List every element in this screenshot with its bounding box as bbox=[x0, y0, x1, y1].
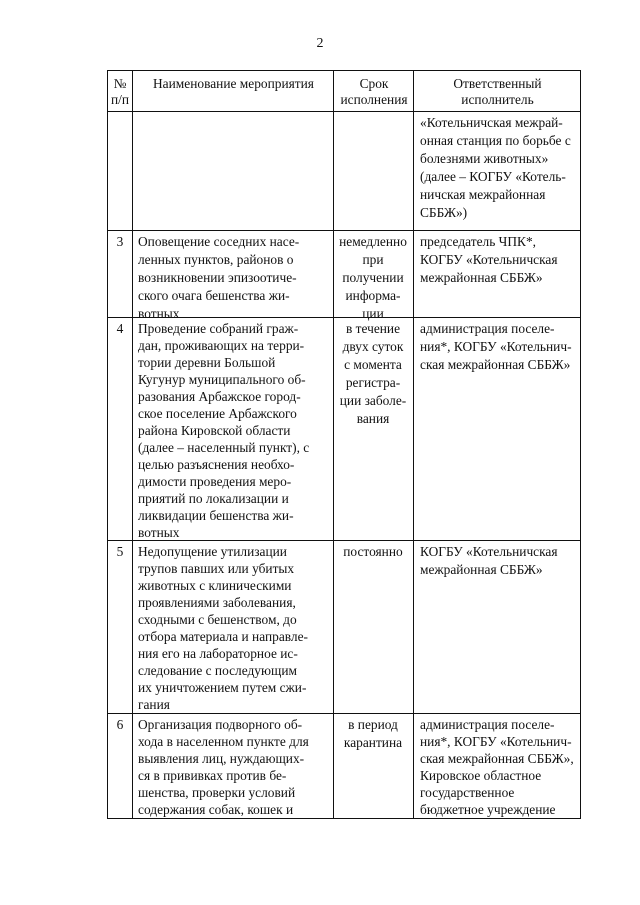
row-divider bbox=[108, 230, 580, 231]
row-4-term: в течение двух суток с момента регистра- ции заболе- вания bbox=[339, 321, 407, 426]
row-3-responsible: председатель ЧПК*, КОГБУ «Котельничская межрайонная СББЖ» bbox=[420, 234, 558, 285]
column-divider bbox=[132, 71, 133, 818]
row-6-name: Организация подворного об- хода в населенном пункте для выявления лиц, нуждающих- ся в прививках против бе- шенства, проверки условий содержания собак, кошек и bbox=[138, 717, 309, 817]
column-divider bbox=[333, 71, 334, 818]
row-3-term: немедленно при получении информа- ции bbox=[339, 234, 407, 321]
header-responsible: Ответственный исполнитель bbox=[453, 76, 542, 107]
header-number: № п/п bbox=[110, 76, 130, 107]
row-3-number: 3 bbox=[116, 234, 124, 249]
row-5-name: Недопущение утилизации трупов павших или убитых животных с клиническими проявлениями заболевания, сходными с бешенством, до отбора материала и направле- ния его на лабораторное ис- следование с последующим их уничтожением путем сжи- гания bbox=[138, 544, 309, 712]
measures-table bbox=[107, 70, 581, 819]
row-6-responsible: администрация поселе- ния*, КОГБУ «Котельнич- ская межрайонная СББЖ», Кировское областное государственное бюджетное учреждение bbox=[420, 717, 574, 817]
row-6-term: в период карантина bbox=[343, 717, 403, 750]
row-3-name: Оповещение соседних насе- ленных пунктов, районов о возникновении эпизоотиче- ского очага бешенства жи- вотных bbox=[138, 234, 300, 321]
row-continuation-responsible: «Котельничская межрай- онная станция по борьбе с болезнями животных» (далее – КОГБУ «Котель- ничская межрайонная СББЖ») bbox=[420, 115, 571, 220]
row-divider bbox=[108, 713, 580, 714]
row-5-responsible: КОГБУ «Котельничская межрайонная СББЖ» bbox=[420, 544, 558, 577]
page-number: 2 bbox=[316, 36, 324, 51]
column-divider bbox=[413, 71, 414, 818]
row-divider bbox=[108, 111, 580, 112]
row-4-name: Проведение собраний граж- дан, проживающих на терри- тории деревни Большой Кугунур муниципального об- разования Арбажское город- ское поселение Арбажского района Кировской области (далее – населенный пункт), с целью разъяснения необхо- димости проведения меро- приятий по локализации и ликвидации бешенства жи- вотных bbox=[138, 321, 310, 540]
row-4-responsible: администрация поселе- ния*, КОГБУ «Котельнич- ская межрайонная СББЖ» bbox=[420, 321, 572, 372]
row-5-number: 5 bbox=[116, 544, 124, 559]
header-term: Срок исполнения bbox=[340, 76, 408, 107]
row-5-term: постоянно bbox=[343, 544, 403, 559]
row-6-number: 6 bbox=[116, 717, 124, 732]
header-name: Наименование мероприятия bbox=[153, 76, 314, 91]
row-4-number: 4 bbox=[116, 321, 124, 336]
